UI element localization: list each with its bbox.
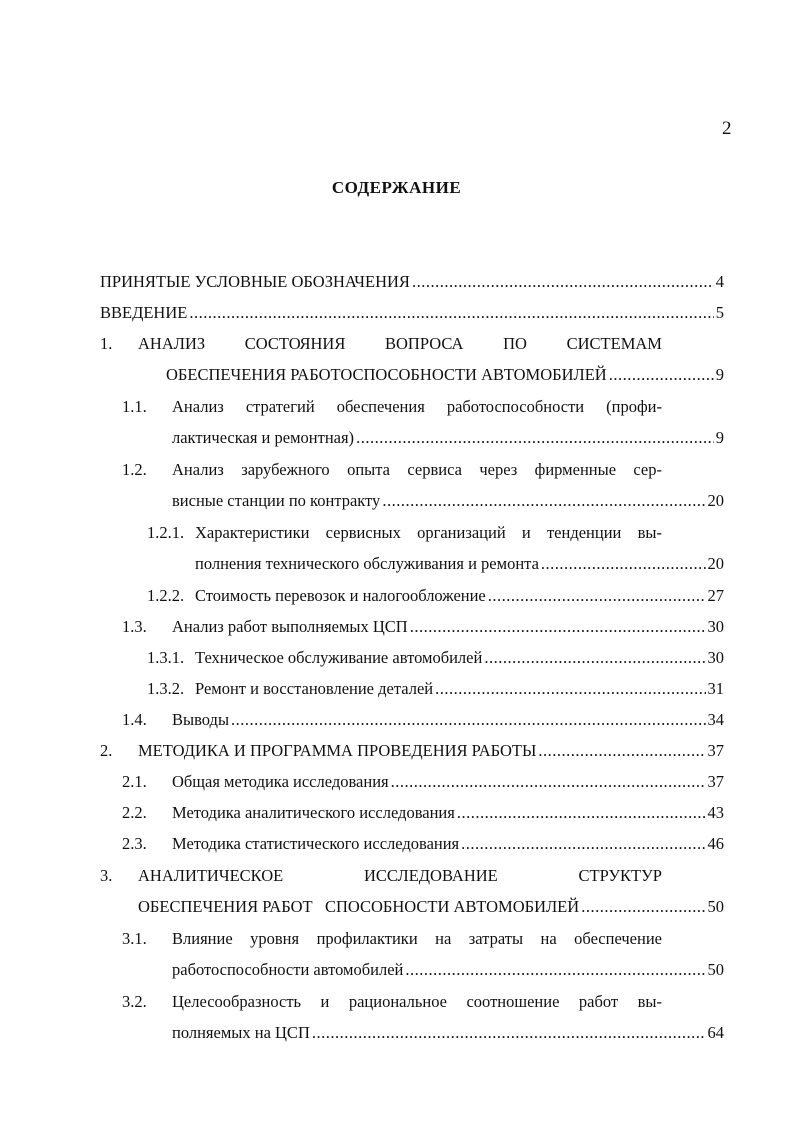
toc-entry-word: зарубежного [241,460,330,479]
leader-dots [412,270,714,294]
toc-entry-word: обеспечение [574,929,662,948]
toc-entry-word: профилактики [316,929,418,948]
leader-dots [541,552,706,576]
toc-entry-word: вы- [637,523,662,542]
toc-entry-text: ВВЕДЕНИЕ [100,303,188,322]
toc-entry-text: Выводы [172,710,230,729]
toc-entry[interactable] [0,770,793,794]
toc-entry-continuation[interactable] [0,426,793,450]
leader-dots [231,708,705,732]
toc-entry-page: 30 [707,648,724,667]
toc-entry-page: 46 [707,834,724,853]
toc-entry-word: СИСТЕМАМ [566,334,662,353]
toc-entry[interactable] [0,332,793,356]
toc-entry-word: Влияние [172,929,233,948]
toc-entry-continuation[interactable] [0,489,793,513]
toc-entry[interactable] [0,270,793,294]
toc-entry-text: полнения технического обслуживания и ремонта [195,554,539,573]
toc-entry-page: 5 [715,303,724,322]
leader-dots [484,646,705,670]
toc-entry-number: 1.4. [122,710,147,729]
leader-dots [405,958,705,982]
toc-entry-number: 1.3.1. [147,648,185,667]
toc-entry-text: висные станции по контракту [172,491,381,510]
toc-entry-word: обеспечения [336,397,425,416]
toc-entry-text: Методика аналитического исследования [172,803,455,822]
toc-entry-word: ИССЛЕДОВАНИЕ [364,866,498,885]
toc-entry[interactable] [0,521,793,545]
toc-entry-number: 1.2.2. [147,586,185,605]
toc-entry-text: работоспособности автомобилей [172,960,404,979]
leader-dots [356,426,714,450]
toc-entry-continuation[interactable] [0,895,793,919]
toc-entry-number: 1.2.1. [147,523,185,542]
toc-entry-number: 1.1. [122,397,147,416]
toc-entry-number: 1.3.2. [147,679,185,698]
toc-entry-word: СОСТОЯНИЯ [244,334,346,353]
toc-entry-word: СТРУКТУР [578,866,662,885]
toc-entry-word: ВОПРОСА [385,334,464,353]
toc-entry-word: работоспособности [446,397,585,416]
toc-entry-word: опыта [347,460,390,479]
toc-entry-page: 9 [715,365,724,384]
page-number: 2 [722,118,732,139]
toc-entry-word: рациональное [348,992,448,1011]
toc-entry-text: Техническое обслуживание автомобилей [195,648,483,667]
leader-dots [457,801,706,825]
toc-entry-number: 3.2. [122,992,147,1011]
toc-entry[interactable] [0,801,793,825]
leader-dots [189,301,713,325]
toc-entry-word: Характеристики [195,523,310,542]
toc-entry-page: 20 [707,554,724,573]
toc-entry-continuation[interactable] [0,1021,793,1045]
toc-entry[interactable] [0,677,793,701]
toc-entry[interactable] [0,458,793,482]
toc-entry[interactable] [0,615,793,639]
toc-entry-word: соотношение [466,992,560,1011]
toc-entry-text: ОБЕСПЕЧЕНИЯ РАБОТ СПОСОБНОСТИ АВТОМОБИЛЕЙ [138,897,580,916]
leader-dots [382,489,705,513]
leader-dots [581,895,705,919]
toc-entry-word: и [521,523,531,542]
toc-entry-number: 1. [100,334,113,353]
toc-entry-text: Анализ работ выполняемых ЦСП [172,617,408,636]
toc-entry-text: лактическая и ремонтная) [172,428,355,447]
toc-entry-word: затраты [468,929,524,948]
toc-entry-word: через [479,460,518,479]
toc-entry-continuation[interactable] [0,552,793,576]
toc-entry[interactable] [0,990,793,1014]
leader-dots [435,677,705,701]
toc-entry-word: Анализ [172,460,224,479]
toc-entry-page: 9 [715,428,724,447]
toc-entry-number: 1.3. [122,617,147,636]
toc-entry[interactable] [0,864,793,888]
toc-entry-word: АНАЛИЗ [138,334,206,353]
toc-entry-word: вы- [637,992,662,1011]
toc-entry[interactable] [0,584,793,608]
toc-entry-word: сер- [633,460,662,479]
toc-entry-word: и [320,992,330,1011]
toc-entry-continuation[interactable] [0,363,793,387]
toc-entry-word: на [540,929,557,948]
toc-entry-page: 34 [707,710,724,729]
leader-dots [538,739,705,763]
toc-entry-page: 20 [707,491,724,510]
toc-entry-page: 50 [707,960,724,979]
toc-entry-word: тенденции [546,523,622,542]
toc-entry-text: МЕТОДИКА И ПРОГРАММА ПРОВЕДЕНИЯ РАБОТЫ [138,741,537,760]
toc-entry-page: 37 [707,772,724,791]
toc-entry-text: полняемых на ЦСП [172,1023,310,1042]
toc-entry-word: сервисных [325,523,401,542]
leader-dots [410,615,706,639]
toc-entry[interactable] [0,739,793,763]
toc-entry-word: на [435,929,452,948]
toc-entry-text: Общая методика исследования [172,772,389,791]
toc-entry[interactable] [0,395,793,419]
toc-entry-number: 2. [100,741,113,760]
toc-entry[interactable] [0,708,793,732]
toc-entry-word: Целесообразность [172,992,302,1011]
leader-dots [609,363,714,387]
toc-entry-number: 2.3. [122,834,147,853]
toc-entry-word: ПО [503,334,527,353]
toc-entry-word: уровня [250,929,300,948]
toc-entry-text: ПРИНЯТЫЕ УСЛОВНЫЕ ОБОЗНАЧЕНИЯ [100,272,410,291]
toc-entry-text: Стоимость перевозок и налогообложение [195,586,486,605]
toc-entry-page: 27 [707,586,724,605]
leader-dots [391,770,706,794]
toc-entry-word: АНАЛИТИЧЕСКОЕ [138,866,284,885]
toc-entry-page: 30 [707,617,724,636]
toc-entry[interactable] [0,301,793,325]
toc-title: СОДЕРЖАНИЕ [331,178,462,197]
toc-entry-page: 64 [707,1023,724,1042]
toc-entry-word: работ [578,992,619,1011]
toc-entry-continuation[interactable] [0,958,793,982]
toc-entry-page: 43 [707,803,724,822]
toc-entry[interactable] [0,646,793,670]
toc-entry-word: организаций [417,523,506,542]
toc-entry-text: ОБЕСПЕЧЕНИЯ РАБОТОСПОСОБНОСТИ АВТОМОБИЛЕЙ [166,365,607,384]
toc-entry[interactable] [0,927,793,951]
toc-entry-page: 50 [707,897,724,916]
toc-entry-word: стратегий [245,397,315,416]
toc-entry-number: 3. [100,866,113,885]
toc-entry-text: Ремонт и восстановление деталей [195,679,434,698]
toc-entry[interactable] [0,832,793,856]
toc-entry-page: 37 [707,741,724,760]
toc-entry-word: сервиса [407,460,462,479]
toc-entry-number: 3.1. [122,929,147,948]
leader-dots [461,832,705,856]
toc-entry-word: (профи- [606,397,662,416]
toc-entry-word: фирменные [534,460,617,479]
leader-dots [488,584,706,608]
toc-entry-number: 2.2. [122,803,147,822]
toc-entry-page: 4 [715,272,724,291]
toc-entry-text: Методика статистического исследования [172,834,460,853]
toc-entry-number: 1.2. [122,460,147,479]
toc-entry-word: Анализ [172,397,224,416]
toc-entry-page: 31 [707,679,724,698]
toc-entry-number: 2.1. [122,772,147,791]
leader-dots [312,1021,706,1045]
